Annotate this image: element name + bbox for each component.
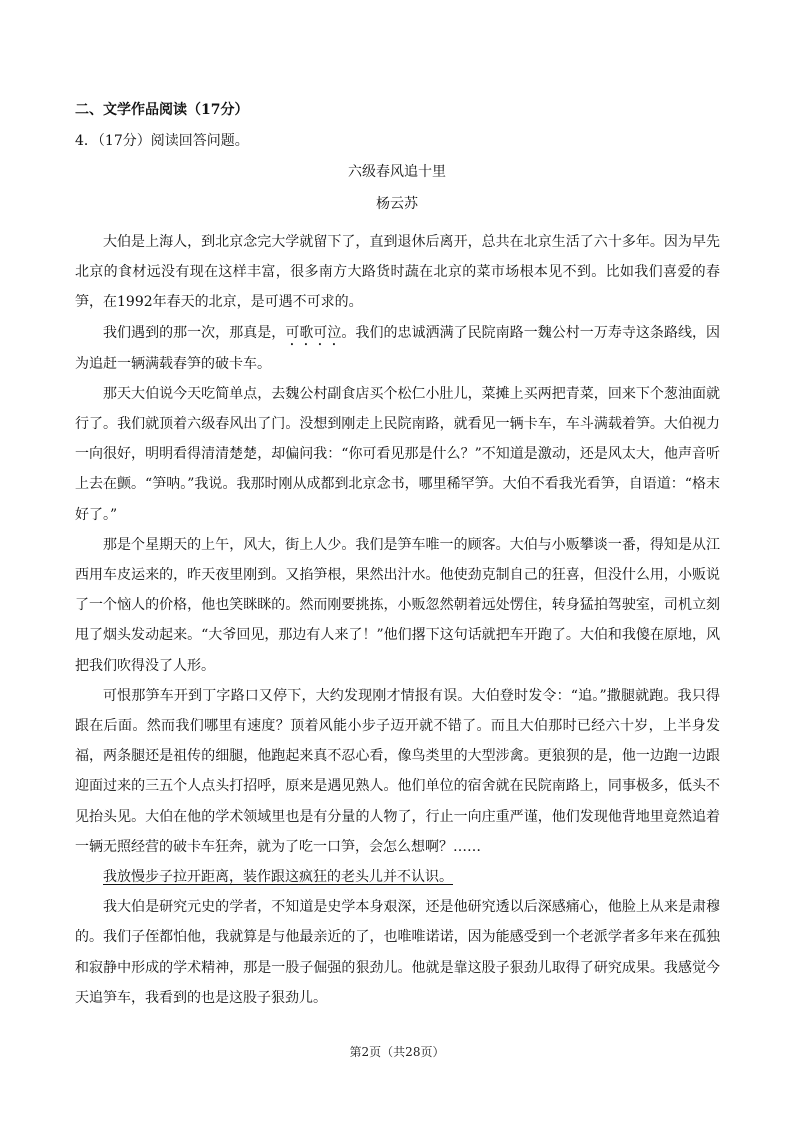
paragraph-6	[75, 862, 720, 892]
paragraph-2-start: 我们遇到的那一次，那真是，	[103, 324, 286, 341]
underlined-sentence: 我放慢步子拉开距离，装作跟这疯狂的老头儿并不认识。	[103, 869, 453, 886]
dotted-phrase: 可歌可泣	[285, 324, 342, 341]
section-heading: 二、文学作品阅读（17分）	[75, 102, 249, 118]
article-title: 六级春风追十里	[348, 164, 446, 180]
question-prompt: 4．（17分）阅读回答问题。	[75, 133, 249, 149]
article-author: 杨云苏	[376, 196, 418, 212]
paragraph-2-end: 。我们的忠诚洒满了民院南路一魏公村一万寿寺这条路线，因为追赶一辆满载春笋的破卡车。	[75, 324, 721, 372]
paragraph-7: 我大伯是研究元史的学者，不知道是史学本身艰深，还是他研究透以后深感痛心，他脸上从来是肃穆的。我们子侄都怕他，我就算是与他最亲近的了，也唯唯诺诺，因为能感受到一个老派学者多年来在孤独和寂静中形成的学术精神，那是一股子倔强的狠劲儿。他就是靠这股子狠劲儿取得了研究成果。我感觉今天追笋车，我看到的也是这股子狠劲儿。	[75, 899, 720, 1006]
paragraph-3: 那天大伯说今天吃简单点，去魏公村副食店买个松仁小肚儿，菜摊上买两把青菜，回来下个葱油面就行了。我们就顶着六级春风出了门。没想到刚走上民院南路，就看见一辆卡车，车斗满载着笋。大伯视力一向很好，明明看得清清楚楚，却偏问我：“你可看见那是什么？”不知道是激动，还是风太大，他声音听上去在颤。“笋呐。”我说。我那时刚从成都到北京念书，哪里稀罕笋。大伯不看我光看笋，自语道：“格末好了。”	[75, 385, 720, 523]
paragraph-1: 大伯是上海人，到北京念完大学就留下了，直到退休后离开，总共在北京生活了六十多年。因为早先北京的食材远没有现在这样丰富，很多南方大路货时蔬在北京的菜市场根本见不到。比如我们喜爱的春笋，在1992年春天的北京，是可遇不可求的。	[75, 234, 720, 311]
paragraph-5: 可恨那笋车开到丁字路口又停下，大约发现刚才情报有误。大伯登时发令：“追。”撒腿就跑。我只得跟在后面。然而我们哪里有速度？顶着风能小步子迈开就不错了。而且大伯那时已经六十岁，上半身发福，两条腿还是祖传的细腿，他跑起来真不忍心看，像鸟类里的大型涉禽。更狼狈的是，他一边跑一边跟迎面过来的三五个人点头打招呼，原来是遇见熟人。他们单位的宿舍就在民院南路上，同事极多，低头不见抬头见。大伯在他的学术领域里也是有分量的人物了，行止一向庄重严谨，他们发现他背地里竟然追着一辆无照经营的破卡车狂奔，就为了吃一口笋，会怎么想啊？……	[75, 687, 720, 855]
paragraph-2	[75, 318, 720, 379]
page-number: 第2页（共28页）	[349, 1045, 445, 1059]
article-body	[75, 227, 720, 1013]
paragraph-4: 那是个星期天的上午，风大，街上人少。我们是笋车唯一的顾客。大伯与小贩攀谈一番，得知是从江西用车皮运来的，昨天夜里刚到。又掐笋根，果然出汁水。他使劲克制自己的狂喜，但没什么用，小贩说了一个恼人的价格，他也笑眯眯的。然而刚要挑拣，小贩忽然朝着远处愣住，转身猛拍驾驶室，司机立刻甩了烟头发动起来。“大爷回见，那边有人来了！”他们撂下这句话就把车开跑了。大伯和我傻在原地，风把我们吹得没了人形。	[75, 536, 720, 674]
